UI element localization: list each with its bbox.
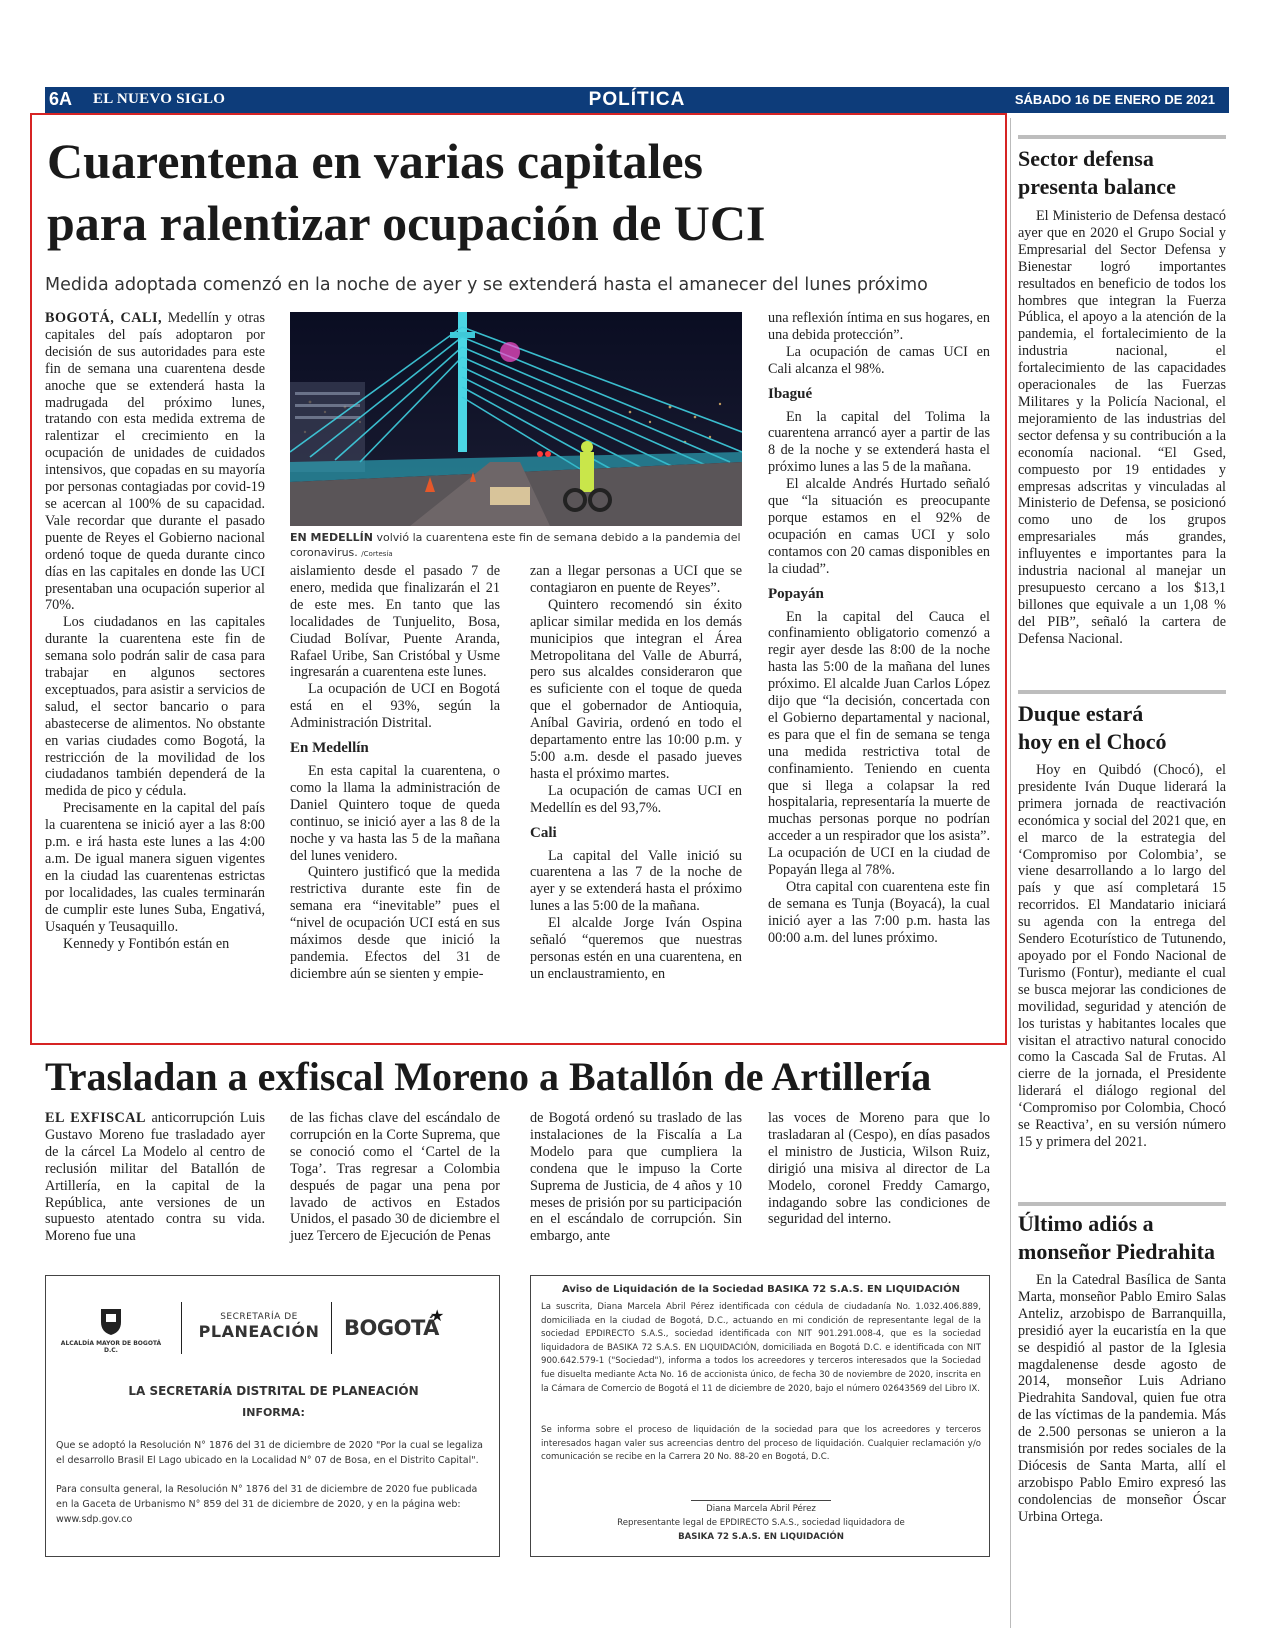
sidebar-rule (1018, 1202, 1226, 1206)
article-paragraph: En la capital del Tolima la cuarentena arrancó ayer a partir de las 8 de la noche y se extenderá hasta el próximo lunes a las 5 de la mañana. (768, 408, 990, 476)
section-title: POLÍTICA (588, 89, 686, 110)
ad-paragraph: Se informa sobre el proceso de liquidación de la sociedad para que los acreedores y terceros interesados hagan valer sus acreencias dentro del proceso de liquidación. Cualquier reclamación y/o comunicación se recibe en la Carrera 20 No. 88-20 en Bogotá, D.C. (541, 1425, 981, 1463)
article-paragraph: zan a llegar personas a UCI que se contagiaron en puente de Reyes”. (530, 563, 742, 596)
second-column-3 (530, 1110, 742, 1245)
article-paragraph: Quintero recomendó sin éxito aplicar similar medida en los demás municipios que integran el Área Metropolitana del Valle de Aburrá, pero sus alcaldes consideraron que es suficiente con el toque de queda que el gobernador de Antioquia, Aníbal Gaviria, ordenó en todo el departamento entre las 10:00 p.m. y 5:00 a.m. desde el pasado jueves hasta el próximo martes. (530, 596, 742, 782)
bridge-night-photo (290, 312, 742, 526)
article-paragraph: La ocupación de camas UCI en Cali alcanza el 98%. (768, 343, 990, 377)
signature-company: BASIKA 72 S.A.S. EN LIQUIDACIÓN (678, 1532, 844, 1542)
sidebar-body-2: Hoy en Quibdó (Chocó), el presidente Iván Duque liderará la primera jornada de reactivación económica y social del 2021 que, en el marco de la estrategia del ‘Compromiso por Colombia’, se viene desarrollando a lo largo del país y que así completará 15 recorridos. El Mandatario iniciará su agenda con la entrega del Sendero Ecoturístico de Tutunendo, apoyado por el Fondo Nacional de Turismo (Fontur), mediante el cual se busca mejorar las condiciones de movilidad, seguridad y atención de los turistas y habitantes locales que visitan el atractivo natural conocido como la Cascada Sal de Frutas. Al cierre de la jornada, el Presidente liderará el diálogo regional del ‘Compromiso por Colombia, Chocó se Reactiva’, en su versión número 15 y primera del 2021. (1018, 762, 1226, 1150)
sidebar-headline-3: Último adiós a monseñor Piedrahita (1018, 1211, 1215, 1264)
subhead-popayan: Popayán (768, 585, 824, 602)
page-header-bar (45, 87, 1229, 113)
sidebar-rule (1018, 135, 1226, 139)
caption-lead: EN MEDELLÍN (290, 531, 373, 544)
article-paragraph: aislamiento desde el pasado 7 de enero, medida que finalizarán el 21 de este mes. En tanto que las localidades de Tunjuelito, Bosa, Ciudad Bolívar, Puente Aranda, Rafael Uribe, San Cristóbal y Usme ingresarán a cuarentena este lunes. (290, 563, 500, 681)
sidebar-body-3: En la Catedral Basílica de Santa Marta, monseñor Pablo Emiro Salas Anteliz, arzobispo de Barranquilla, presidió ayer la eucaristía en la que se despidió al pastor de la Iglesia magdalenense desde agosto de 2014, monseñor Luis Adriano Piedrahita Sandoval, quien fue otra de las víctimas de la pandemia. Más de 2.500 personas se unieron a la transmisión por redes sociales de la Diócesis de Santa Marta, allí el arzobispo Pablo Emiro expresó las condolencias de monseñor Óscar Urbina Ortega. (1018, 1272, 1226, 1525)
dateline: BOGOTÁ, CALI, (45, 310, 163, 326)
subhead-cali: Cali (530, 824, 557, 841)
main-headline-line1: Cuarentena en varias capitales (47, 133, 703, 189)
second-column-2 (290, 1110, 500, 1245)
article-paragraph: las voces de Moreno para que lo trasladaran al (Cespo), en días pasados el ministro de Justicia, Wilson Ruiz, dirigió una misiva al director de La Modelo, coronel Freddy Camargo, indagando sobre las condiciones de seguridad del interno. (768, 1110, 990, 1228)
sidebar-headline-2: Duque estará hoy en el Chocó (1018, 701, 1167, 754)
second-headline: Trasladan a exfiscal Moreno a Batallón de Artillería (45, 1054, 932, 1099)
signature-role: Representante legal de EPDIRECTO S.A.S., sociedad liquidadora de (617, 1518, 905, 1528)
coat-of-arms-icon (98, 1306, 124, 1336)
second-lead: EL EXFISCAL (45, 1110, 146, 1126)
main-deck: Medida adoptada comenzó en la noche de ayer y se extenderá hasta el amanecer del lunes próximo (45, 275, 928, 295)
article-paragraph: EL EXFISCAL anticorrupción Luis Gustavo Moreno fue trasladado ayer de la cárcel La Modelo al centro de reclusión militar del Batallón de Artillería, en la capital de la República, ante versiones de un supuesto atentado contra su vida. Moreno fue una (45, 1110, 265, 1245)
article-paragraph: La capital del Valle inició su cuarentena a las 7 de la noche de ayer y se extenderá hasta el próximo lunes a las 5:00 de la mañana. (530, 847, 742, 915)
ad-paragraph: Que se adoptó la Resolución N° 1876 del 31 de diciembre de 2020 "Por la cual se legaliza el desarrollo Brasil El Lago ubicado en la Localidad N° 07 de Bosa, en el Distrito Capital". (56, 1440, 483, 1466)
article-paragraph: El alcalde Jorge Iván Ospina señaló “queremos que nuestras personas estén en una cuarentena, en un enclaustramiento, en (530, 915, 742, 982)
photo-caption: EN MEDELLÍN volvió la cuarentena este fin de semana debido a la pandemia del coronavirus. /Cortesía (290, 531, 741, 559)
alcaldia-logo: ALCALDÍA MAYOR DE BOGOTÁ D.C. (56, 1306, 166, 1354)
ad-planeacion (45, 1275, 500, 1557)
planeacion-logo: SECRETARÍA DE PLANEACIÓN (198, 1312, 320, 1341)
main-column-2 (290, 563, 500, 983)
issue-date: SÁBADO 16 DE ENERO DE 2021 (1014, 92, 1215, 107)
logo-divider (331, 1302, 332, 1354)
article-paragraph: Precisamente en la capital del país la cuarentena se inició ayer a las 8:00 p.m. e irá hasta este lunes a las 4:00 a.m. De igual manera siguen vigentes en la ciudad las cuarentenas estrictas por localidades, las cuales terminarán de cumplir este lunes Suba, Engativá, Usaquén y Teusaquillo. (45, 800, 265, 935)
main-column-3 (530, 563, 742, 983)
ad-liquidacion (530, 1275, 990, 1557)
ad-title: LA SECRETARÍA DISTRITAL DE PLANEACIÓN (128, 1384, 419, 1398)
signature-name: Diana Marcela Abril Pérez (706, 1504, 816, 1514)
article-paragraph: una reflexión íntima en sus hogares, en una debida protección”. (768, 310, 990, 343)
signature-line (691, 1500, 831, 1501)
article-paragraph: Quintero justificó que la medida restrictiva durante este fin de semana era “inevitable” pues el “nivel de ocupación UCI está en sus máximos desde que inició la pandemia. Efectos del 31 de diciembre aún se sienten y empie- (290, 864, 500, 982)
article-paragraph: de Bogotá ordenó su traslado de las instalaciones de la Fiscalía a La Modelo para que cumpliera la condena que le impuso la Corte Suprema de Justicia, de 4 años y 10 meses de prisión por su participación en el escándalo de corrupción. Sin embargo, ante (530, 1110, 742, 1245)
subhead-medellin: En Medellín (290, 740, 369, 757)
page-number: 6A (49, 89, 73, 109)
main-headline (47, 130, 947, 254)
main-column-1 (45, 310, 265, 952)
newspaper-name: EL NUEVO SIGLO (93, 91, 226, 107)
article-paragraph: En esta capital la cuarentena, o como la llama la administración de Daniel Quintero toque de queda continuo, se inició ayer a las 8 de la noche y va hasta las 5 de la mañana del lunes venidero. (290, 762, 500, 864)
bogota-logo: BOGOTÁ (344, 1316, 439, 1340)
sidebar-headline-1: Sector defensa presenta balance (1018, 146, 1176, 199)
article-paragraph: Los ciudadanos en las capitales durante la cuarentena este fin de semana solo podrán salir de casa para trabajar en algunos sectores exceptuados, para asistir a servicios de salud, el sector bancario o para abastecerse de alimentos. No obstante en varias ciudades como Bogotá, la restricción de la movilidad de los ciudadanos también dependerá de la medida de pico y cédula. (45, 614, 265, 800)
subhead-ibague: Ibagué (768, 385, 813, 402)
second-column-4 (768, 1110, 990, 1228)
main-headline-line2: para ralentizar ocupación de UCI (47, 195, 766, 251)
main-column-4 (768, 310, 990, 947)
ad-paragraph: La suscrita, Diana Marcela Abril Pérez identificada con cédula de ciudadanía No. 1.032.406.889, domiciliada en la ciudad de Bogotá, D.C., actuando en mi condición de representante legal de la sociedad EPDIRECTO S.A.S., sociedad identificada con NIT 901.291.008-4, que es la sociedad liquidadora de BASIKA 72 S.A.S. EN LIQUIDACIÓN, domiciliada en Bogotá D.C. e identificada con NIT 900.642.579-1 ("Sociedad"), informa a todos los acreedores y terceros interesados que la Sociedad fue disuelta mediante Acta No. 16 de accionista único, de fecha 30 de noviembre de 2020, inscrita en la Cámara de Comercio de Bogotá el 11 de diciembre de 2020, bajo el número 02643569 del Libro IX. (541, 1302, 981, 1394)
sidebar-body-1: El Ministerio de Defensa destacó ayer que en 2020 el Grupo Social y Empresarial del Sector Defensa y Bienestar logró importantes resultados en beneficio de todos los hombres que integran la Fuerza Pública, el apoyo a la atención de la pandemia, el fortalecimiento de la industria nacional, el fortalecimiento de las capacidades operacionales de las Fuerzas Militares y la Policía Nacional, el mejoramiento de las industrias del sector defensa y su contribución a la economía nacional. “El Gsed, compuesto por 19 entidades y empresas adscritas y vinculadas al Ministerio de Defensa, se posicionó como uno de los grupos empresariales más grandes, influyentes e importantes para la industria nacional al manejar un presupuesto cercano a los $13,1 billones que equivale a un 1,08 % del PIB”, señaló la cartera de Defensa Nacional. (1018, 208, 1226, 647)
ad-title: Aviso de Liquidación de la Sociedad BASIKA 72 S.A.S. EN LIQUIDACIÓN (561, 1284, 961, 1295)
article-paragraph: La ocupación de camas UCI en Medellín es del 93,7%. (530, 782, 742, 816)
article-paragraph: de las fichas clave del escándalo de corrupción en la Corte Suprema, que se conoció como el ‘Cartel de la Toga’. Tras regresar a Colombia después de pagar una pena por lavado de activos en Estados Unidos, el pasado 30 de diciembre el juez Tercero de Ejecución de Penas (290, 1110, 500, 1245)
article-paragraph: Kennedy y Fontibón están en (63, 935, 230, 952)
photo-credit: /Cortesía (361, 550, 393, 558)
second-column-1 (45, 1110, 265, 1245)
article-paragraph: En la capital del Cauca el confinamiento obligatorio comenzó a regir ayer desde las 8:00 de la noche hasta las 5:00 de la mañana del lunes próximo. El alcalde Juan Carlos López dijo que “la decisión, concertada con el Gobierno departamental y nacional, es para que el fin de semana se tenga una medida restrictiva total de confinamiento. Teniendo en cuenta que si llega a colapsar la red hospitalaria, representaría la muerte de muchas personas porque no podrían acceder a un respirador que los asista”. La ocupación de UCI en la ciudad de Popayán llega al 78%. (768, 608, 990, 879)
article-photo (290, 312, 742, 526)
ad-informa: INFORMA: (242, 1406, 305, 1419)
article-paragraph: La ocupación de UCI en Bogotá está en el 93%, según la Administración Distrital. (290, 681, 500, 732)
star-icon: ★ (430, 1306, 445, 1325)
article-paragraph: BOGOTÁ, CALI, Medellín y otras capitales del país adoptaron por decisión de sus autoridades para este fin de semana una cuarentena desde anoche que se extenderá hasta la madrugada del próximo lunes, tratando con esta medida extrema de ralentizar el crecimiento en la ocupación de unidades de cuidados intensivos, que copadas en su mayoría por personas contagiadas por covid-19 se acercan al 100% de su capacidad. Vale recordar que durante el pasado puente de Reyes el Gobierno nacional ordenó toque de queda durante cinco días en las capitales en donde las UCI presentaban una ocupación superior al 70%. (45, 310, 265, 614)
logo-divider (181, 1302, 182, 1354)
sidebar-divider (1010, 118, 1011, 1628)
article-paragraph: Otra capital con cuarentena este fin de semana es Tunja (Boyacá), la cual inició ayer a las 7:00 p.m. hasta las 00:00 a.m. del lunes próximo. (768, 879, 990, 946)
sidebar-rule (1018, 690, 1226, 694)
ad-paragraph: Para consulta general, la Resolución N° 1876 del 31 de diciembre de 2020 fue publicada en la Gaceta de Urbanismo N° 859 del 31 de diciembre de 2020, y en la página web: www.sdp.gov.co (56, 1484, 478, 1525)
article-paragraph: El alcalde Andrés Hurtado señaló que “la situación es preocupante porque estamos en el 92% de ocupación en camas UCI y solo contamos con 20 camas disponibles en la ciudad”. (768, 476, 990, 577)
